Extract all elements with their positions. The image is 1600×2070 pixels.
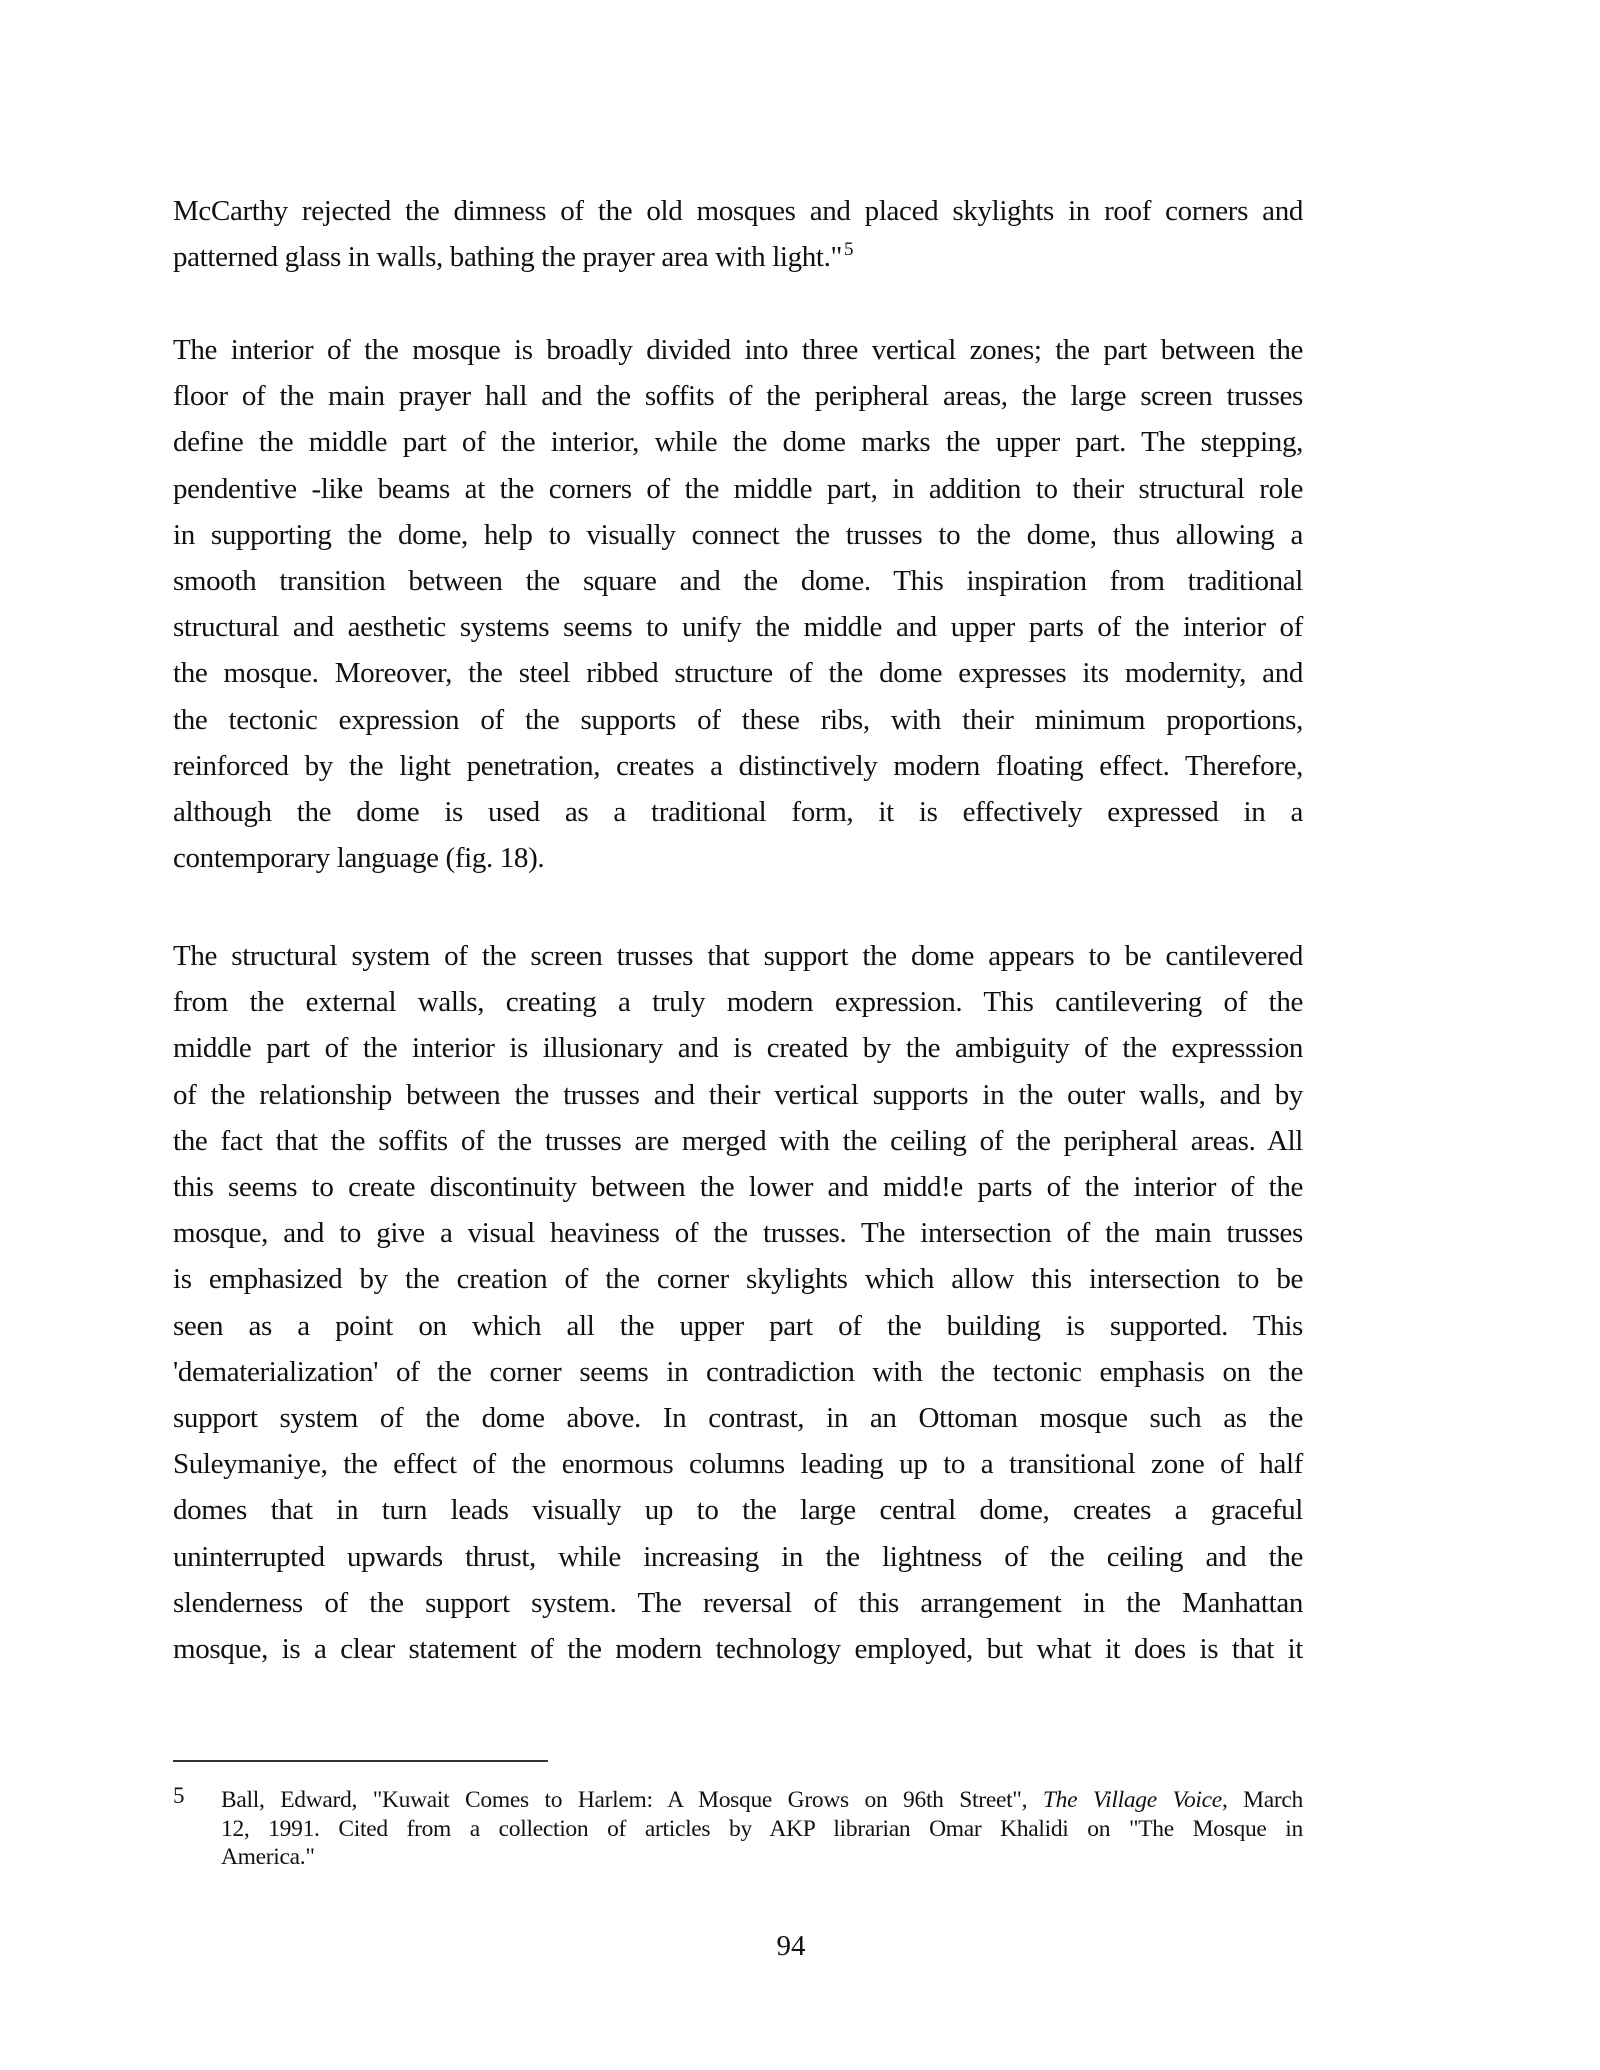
footnote-citation-text: Ball, Edward, "Kuwait Comes to Harlem: A Mosque Grows on 96th Street",: [221, 1787, 1043, 1813]
footnote-line: America.": [221, 1844, 315, 1870]
text-line: of the relationship between the trusses and their vertical supports in the outer walls, and by: [173, 1078, 1303, 1111]
text-line: [173, 234, 1303, 280]
text-line: support system of the dome above. In contrast, in an Ottoman mosque such as the: [173, 1402, 1303, 1435]
paragraph-2: [173, 327, 1303, 881]
text-line: the fact that the soffits of the trusses are merged with the ceiling of the peripheral areas. All: [173, 1124, 1303, 1157]
footnote-reference[interactable]: 5: [844, 239, 854, 261]
footnote-line: [221, 1786, 1303, 1815]
text-line-content: patterned glass in walls, bathing the prayer area with light.": [173, 241, 843, 274]
text-line: reinforced by the light penetration, creates a distinctively modern floating effect. Therefore,: [173, 749, 1303, 782]
text-line: define the middle part of the interior, while the dome marks the upper part. The stepping,: [173, 426, 1303, 459]
paragraph-3: [173, 933, 1303, 1672]
text-line: seen as a point on which all the upper part of the building is supported. This: [173, 1309, 1303, 1342]
text-line: smooth transition between the square and the dome. This inspiration from traditional: [173, 565, 1303, 598]
footnote-number: 5: [173, 1783, 185, 1808]
text-line: in supporting the dome, help to visually connect the trusses to the dome, thus allowing a: [173, 518, 1303, 551]
text-line: the tectonic expression of the supports of these ribs, with their minimum proportions,: [173, 703, 1303, 736]
footnote-citation-date: , March: [1221, 1787, 1304, 1813]
text-line: floor of the main prayer hall and the soffits of the peripheral areas, the large screen trusses: [173, 380, 1303, 413]
publication-title: The Village Voice: [1042, 1787, 1222, 1813]
footnote-body: [221, 1786, 1303, 1872]
text-line: slenderness of the support system. The reversal of this arrangement in the Manhattan: [173, 1586, 1303, 1619]
text-line: domes that in turn leads visually up to the large central dome, creates a graceful: [173, 1494, 1303, 1527]
text-line: mosque, and to give a visual heaviness of the trusses. The intersection of the main trusses: [173, 1217, 1303, 1250]
paragraph-1: [173, 188, 1303, 280]
text-line: The interior of the mosque is broadly divided into three vertical zones; the part between the: [173, 334, 1303, 366]
footnote-separator: [173, 1760, 548, 1762]
text-line: the mosque. Moreover, the steel ribbed structure of the dome expresses its modernity, and: [173, 657, 1303, 690]
text-line: mosque, is a clear statement of the modern technology employed, but what it does is that it: [173, 1633, 1303, 1666]
text-line: is emphasized by the creation of the corner skylights which allow this intersection to be: [173, 1263, 1303, 1296]
text-line: this seems to create discontinuity between the lower and midd!e parts of the interior of the: [173, 1171, 1303, 1204]
page-number: [0, 1930, 1600, 1963]
text-line: 'dematerialization' of the corner seems in contradiction with the tectonic emphasis on the: [173, 1355, 1303, 1388]
text-line: middle part of the interior is illusionary and is created by the ambiguity of the expresssion: [173, 1032, 1303, 1065]
text-line: Suleymaniye, the effect of the enormous columns leading up to a transitional zone of half: [173, 1448, 1303, 1481]
text-line: contemporary language (fig. 18).: [173, 842, 545, 875]
text-line: McCarthy rejected the dimness of the old mosques and placed skylights in roof corners and: [173, 195, 1303, 227]
page-number-text: 94: [776, 1930, 806, 1962]
text-line: structural and aesthetic systems seems to unify the middle and upper parts of the interior of: [173, 611, 1303, 644]
text-line: uninterrupted upwards thrust, while increasing in the lightness of the ceiling and the: [173, 1540, 1303, 1573]
text-line: pendentive -like beams at the corners of the middle part, in addition to their structural role: [173, 472, 1303, 505]
footnote-line: 12, 1991. Cited from a collection of articles by AKP librarian Omar Khalidi on "The Mosque in: [221, 1815, 1303, 1842]
text-line: although the dome is used as a traditional form, it is effectively expressed in a: [173, 796, 1303, 829]
text-line: The structural system of the screen trusses that support the dome appears to be cantilevered: [173, 940, 1303, 972]
text-line: from the external walls, creating a truly modern expression. This cantilevering of the: [173, 986, 1303, 1019]
